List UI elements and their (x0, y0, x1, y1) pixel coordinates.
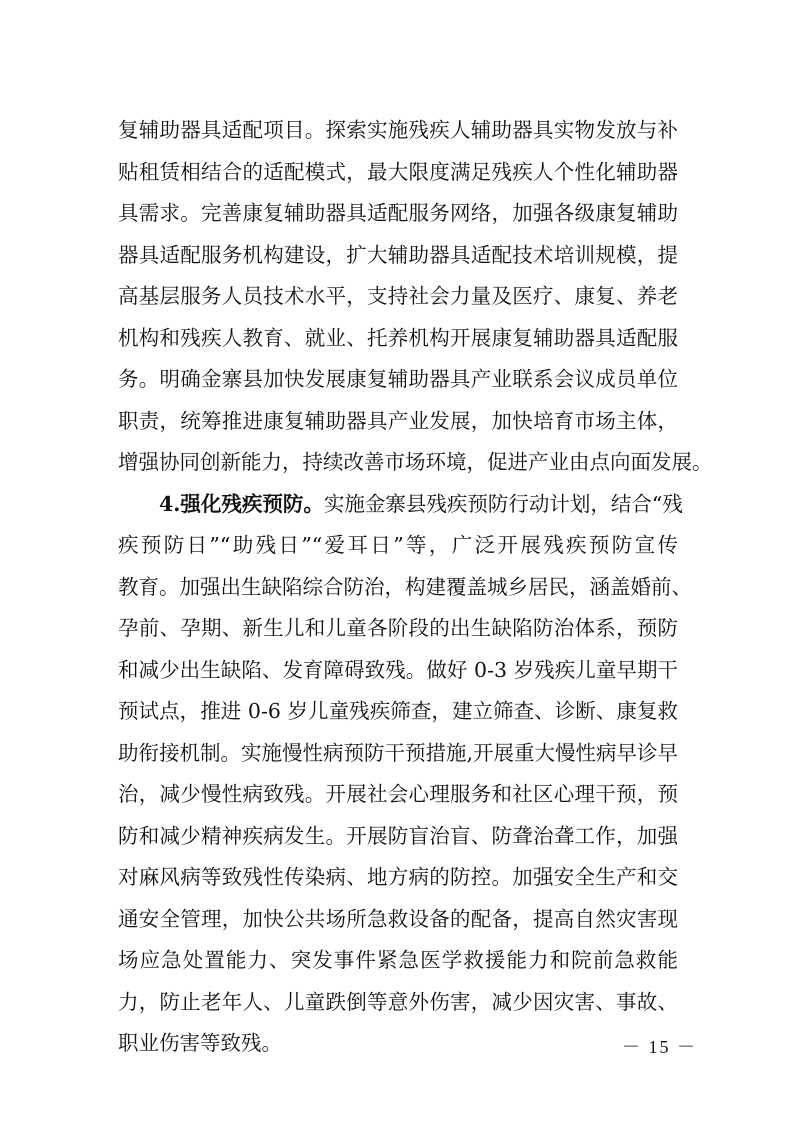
text-line: 和减少出生缺陷、发育障碍致残。做好 0-3 岁残疾儿童早期干 (118, 658, 678, 682)
text-line: 通安全管理，加快公共场所急救设备的配备，提高自然灾害现 (118, 907, 678, 931)
section-heading: 4.强化残疾预防。 (159, 492, 324, 516)
text-line: 职业伤害等致残。 (118, 1031, 282, 1055)
text-line: 职责，统筹推进康复辅助器具产业发展，加快培育市场主体， (118, 409, 678, 433)
text-line: 复辅助器具适配项目。探索实施残疾人辅助器具实物发放与补 (118, 118, 678, 142)
text-line: 疾预防日”“助残日”“爱耳日”等，广泛开展残疾预防宣传 (118, 533, 678, 557)
text-line: 助衔接机制。实施慢性病预防干预措施,开展重大慢性病早诊早 (118, 741, 679, 765)
text-line: 具需求。完善康复辅助器具适配服务网络，加强各级康复辅助 (118, 201, 678, 225)
text-line: 孕前、孕期、新生儿和儿童各阶段的出生缺陷防治体系，预防 (118, 616, 678, 640)
text-line: 教育。加强出生缺陷综合防治，构建覆盖城乡居民，涵盖婚前、 (118, 575, 692, 599)
text-line: 务。明确金寨县加快发展康复辅助器具产业联系会议成员单位 (118, 367, 678, 391)
text-line: 对麻风病等致残性传染病、地方病的防控。加强安全生产和交 (118, 865, 678, 889)
text-line: 机构和残疾人教育、就业、托养机构开展康复辅助器具适配服 (118, 326, 678, 350)
text-line: 防和减少精神疾病发生。开展防盲治盲、防聋治聋工作，加强 (118, 824, 678, 848)
text-line: 场应急处置能力、突发事件紧急医学救援能力和院前急救能 (118, 948, 678, 972)
text-line: 预试点，推进 0-6 岁儿童残疾筛查，建立筛查、诊断、康复救 (118, 699, 678, 723)
page-number: － 15 － (622, 1037, 697, 1057)
text-line (159, 491, 683, 517)
text-line: 治，减少慢性病致残。开展社会心理服务和社区心理干预，预 (118, 782, 678, 806)
text-line: 贴租赁相结合的适配模式，最大限度满足残疾人个性化辅助器 (118, 160, 678, 184)
text-line: 增强协同创新能力，持续改善市场环境，促进产业由点向面发展。 (118, 450, 713, 474)
text-line: 高基层服务人员技术水平，支持社会力量及医疗、康复、养老 (118, 284, 678, 308)
text-line: 力，防止老年人、儿童跌倒等意外伤害，减少因灾害、事故、 (118, 990, 678, 1014)
heading-continuation: 实施金寨县残疾预防行动计划，结合“残 (323, 492, 683, 516)
text-line: 器具适配服务机构建设，扩大辅助器具适配技术培训规模，提 (118, 243, 678, 267)
